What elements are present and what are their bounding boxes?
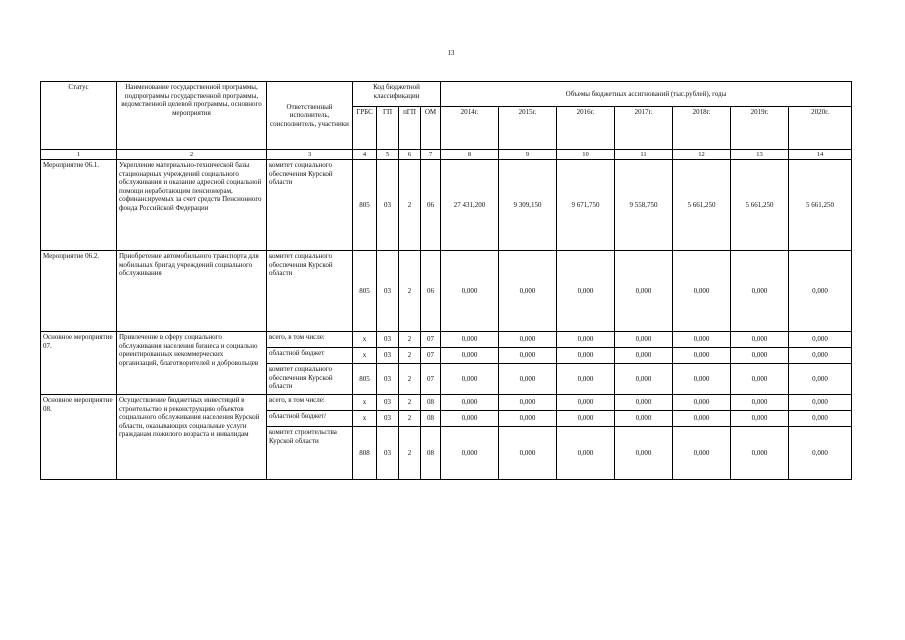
- cell-2019: 0,000: [731, 348, 789, 364]
- row-responsible: областной бюджет/: [267, 411, 353, 427]
- cell-pgp: 2: [399, 364, 421, 395]
- cell-gp: 03: [377, 427, 399, 480]
- cell-2019: 0,000: [731, 332, 789, 348]
- cell-grbs: x: [353, 332, 377, 348]
- header-code-grbs: ГРБС: [353, 107, 377, 150]
- header-year: 2014г.: [441, 107, 499, 150]
- cell-pgp: 2: [399, 411, 421, 427]
- header-code-gp: ГП: [377, 107, 399, 150]
- cell-2014: 0,000: [441, 348, 499, 364]
- row-responsible: комитет социального обеспечения Курской области: [267, 160, 353, 251]
- col-number: 13: [731, 150, 789, 160]
- cell-gp: 03: [377, 411, 399, 427]
- col-number: 8: [441, 150, 499, 160]
- cell-om: 07: [421, 348, 441, 364]
- cell-gp: 03: [377, 395, 399, 411]
- row-responsible: областной бюджет: [267, 348, 353, 364]
- cell-2016: 0,000: [557, 348, 615, 364]
- header-year: 2019г.: [731, 107, 789, 150]
- cell-gp: 03: [377, 251, 399, 332]
- cell-2015: 0,000: [499, 364, 557, 395]
- col-number: 14: [789, 150, 852, 160]
- cell-2017: 0,000: [615, 427, 673, 480]
- col-number: 5: [377, 150, 399, 160]
- header-budget-code: Код бюджетной классификации: [353, 82, 441, 107]
- row-name: Осуществление бюджетных инвестиций в строительство и реконструкцию объектов социального обслуживания населения Курской области, оказывающих социальные услуги гражданам пожилого возраста и инвалидам: [117, 395, 267, 480]
- cell-2016: 9 671,750: [557, 160, 615, 251]
- cell-om: 08: [421, 395, 441, 411]
- cell-2019: 0,000: [731, 364, 789, 395]
- cell-2018: 0,000: [673, 395, 731, 411]
- cell-2018: 0,000: [673, 364, 731, 395]
- cell-pgp: 2: [399, 427, 421, 480]
- cell-grbs: x: [353, 411, 377, 427]
- col-number: 2: [117, 150, 267, 160]
- cell-2019: 5 661,250: [731, 160, 789, 251]
- cell-gp: 03: [377, 364, 399, 395]
- header-year: 2018г.: [673, 107, 731, 150]
- cell-2014: 27 431,200: [441, 160, 499, 251]
- page-number: 13: [447, 49, 455, 57]
- cell-om: 08: [421, 411, 441, 427]
- cell-2018: 0,000: [673, 251, 731, 332]
- header-year: 2020г.: [789, 107, 852, 150]
- row-status: Основное мероприятие 08.: [41, 395, 117, 480]
- cell-2015: 0,000: [499, 411, 557, 427]
- cell-gp: 03: [377, 160, 399, 251]
- cell-grbs: 805: [353, 251, 377, 332]
- cell-2019: 0,000: [731, 251, 789, 332]
- col-number: 7: [421, 150, 441, 160]
- cell-2020: 5 661,250: [789, 160, 852, 251]
- cell-2014: 0,000: [441, 411, 499, 427]
- budget-table: [40, 81, 852, 480]
- header-status: Статус: [41, 82, 117, 150]
- table-row-m0601: [41, 160, 852, 251]
- cell-2018: 5 661,250: [673, 160, 731, 251]
- cell-2020: 0,000: [789, 364, 852, 395]
- column-number-row: [41, 150, 852, 160]
- cell-2020: 0,000: [789, 411, 852, 427]
- row-responsible: комитет социального обеспечения Курской области: [267, 364, 353, 395]
- cell-gp: 03: [377, 348, 399, 364]
- row-responsible: всего, в том числе:: [267, 332, 353, 348]
- cell-2017: 0,000: [615, 395, 673, 411]
- cell-pgp: 2: [399, 348, 421, 364]
- row-status: Мероприятие 06.1.: [41, 160, 117, 251]
- cell-2015: 0,000: [499, 251, 557, 332]
- cell-2016: 0,000: [557, 427, 615, 480]
- col-number: 11: [615, 150, 673, 160]
- cell-om: 07: [421, 364, 441, 395]
- header-code-om: ОМ: [421, 107, 441, 150]
- cell-2015: 0,000: [499, 427, 557, 480]
- cell-2015: 0,000: [499, 332, 557, 348]
- cell-2019: 0,000: [731, 427, 789, 480]
- cell-2019: 0,000: [731, 395, 789, 411]
- cell-2020: 0,000: [789, 427, 852, 480]
- table-row-m0602: [41, 251, 852, 332]
- col-number: 1: [41, 150, 117, 160]
- cell-grbs: 808: [353, 427, 377, 480]
- cell-2020: 0,000: [789, 332, 852, 348]
- row-name: Привлечение в сферу социального обслуживания населения бизнеса и социально ориентированных некоммерческих организаций, благотворителей и добровольцев: [117, 332, 267, 395]
- cell-2019: 0,000: [731, 411, 789, 427]
- row-responsible: комитет строительства Курской области: [267, 427, 353, 480]
- row-status: Основное мероприятие 07.: [41, 332, 117, 395]
- cell-2017: 0,000: [615, 364, 673, 395]
- cell-2015: 0,000: [499, 395, 557, 411]
- col-number: 6: [399, 150, 421, 160]
- header-year: 2015г.: [499, 107, 557, 150]
- row-name: Укрепление материально-технической базы стационарных учреждений социального обслуживания и оказание адресной социальной помощи неработающим пенсионерам, софинансируемых за счет средств Пенсионного фонда Российской Федерации: [117, 160, 267, 251]
- col-number: 10: [557, 150, 615, 160]
- cell-2018: 0,000: [673, 332, 731, 348]
- col-number: 4: [353, 150, 377, 160]
- cell-2017: 0,000: [615, 332, 673, 348]
- header-year: 2017г.: [615, 107, 673, 150]
- col-number: 9: [499, 150, 557, 160]
- cell-2014: 0,000: [441, 364, 499, 395]
- cell-2020: 0,000: [789, 348, 852, 364]
- cell-grbs: 805: [353, 160, 377, 251]
- cell-pgp: 2: [399, 332, 421, 348]
- header-code-pgp: пГП: [399, 107, 421, 150]
- cell-2014: 0,000: [441, 395, 499, 411]
- row-name: Приобретение автомобильного транспорта для мобильных бригад учреждений социального обслуживания: [117, 251, 267, 332]
- cell-2015: 9 309,150: [499, 160, 557, 251]
- cell-2017: 0,000: [615, 251, 673, 332]
- col-number: 3: [267, 150, 353, 160]
- cell-om: 08: [421, 427, 441, 480]
- header-row-1: [41, 82, 852, 107]
- table-row-om07-total: [41, 332, 852, 348]
- header-volumes: Объемы бюджетных ассигнований (тыс.рублей), годы: [441, 82, 852, 107]
- cell-2018: 0,000: [673, 427, 731, 480]
- cell-2020: 0,000: [789, 251, 852, 332]
- col-number: 12: [673, 150, 731, 160]
- cell-pgp: 2: [399, 395, 421, 411]
- cell-2016: 0,000: [557, 332, 615, 348]
- header-year: 2016г.: [557, 107, 615, 150]
- cell-om: 06: [421, 251, 441, 332]
- cell-2014: 0,000: [441, 251, 499, 332]
- cell-om: 07: [421, 332, 441, 348]
- cell-2014: 0,000: [441, 332, 499, 348]
- row-status: Мероприятие 06.2.: [41, 251, 117, 332]
- cell-grbs: x: [353, 348, 377, 364]
- cell-gp: 03: [377, 332, 399, 348]
- header-responsible: Ответственный исполнитель, соисполнитель, участники: [267, 82, 353, 150]
- cell-2016: 0,000: [557, 251, 615, 332]
- table-row-om08-total: [41, 395, 852, 411]
- row-responsible: комитет социального обеспечения Курской области: [267, 251, 353, 332]
- cell-2017: 0,000: [615, 348, 673, 364]
- header-name: Наименование государственной программы, подпрограммы государственной программы, ведомственной целевой программы, основного мероприятия: [117, 82, 267, 150]
- cell-grbs: 805: [353, 364, 377, 395]
- cell-pgp: 2: [399, 160, 421, 251]
- cell-grbs: x: [353, 395, 377, 411]
- cell-2014: 0,000: [441, 427, 499, 480]
- cell-2016: 0,000: [557, 411, 615, 427]
- cell-2016: 0,000: [557, 364, 615, 395]
- cell-2020: 0,000: [789, 395, 852, 411]
- cell-2015: 0,000: [499, 348, 557, 364]
- cell-2016: 0,000: [557, 395, 615, 411]
- cell-pgp: 2: [399, 251, 421, 332]
- cell-2017: 9 558,750: [615, 160, 673, 251]
- cell-2018: 0,000: [673, 348, 731, 364]
- cell-om: 06: [421, 160, 441, 251]
- cell-2018: 0,000: [673, 411, 731, 427]
- row-responsible: всего, в том числе:: [267, 395, 353, 411]
- cell-2017: 0,000: [615, 411, 673, 427]
